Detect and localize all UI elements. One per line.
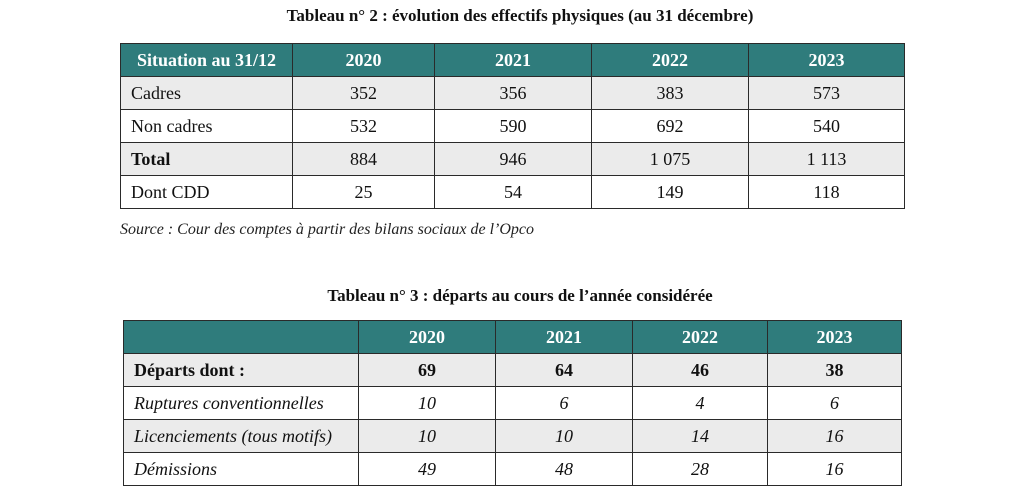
table-cell: 1 113 [749,143,905,176]
table-cell: 884 [293,143,435,176]
row-label-ruptures: Ruptures conventionnelles [124,387,359,420]
table-cell: 25 [293,176,435,209]
table3-header-2023: 2023 [768,321,902,354]
table-cell: 46 [633,354,768,387]
table-row [124,387,902,420]
row-label-licenciements: Licenciements (tous motifs) [124,420,359,453]
table2-header-situation: Situation au 31/12 [121,44,293,77]
table2-header-2022: 2022 [592,44,749,77]
table-cell: 149 [592,176,749,209]
table-cell: 590 [435,110,592,143]
table-cell: 383 [592,77,749,110]
table3-departs [123,320,902,486]
table-row [124,453,902,486]
table-row [121,110,905,143]
row-label-departs-text: Départs dont : [134,360,245,380]
table-cell: 16 [768,420,902,453]
table-cell: 946 [435,143,592,176]
table-row [121,176,905,209]
table-cell: 352 [293,77,435,110]
table-cell: 692 [592,110,749,143]
table3-caption: Tableau n° 3 : départs au cours de l’année considérée [327,286,713,305]
table2-header-row [121,44,905,77]
row-label-cadres: Cadres [121,77,293,110]
table2-caption: Tableau n° 2 : évolution des effectifs physiques (au 31 décembre) [286,6,754,25]
table-cell: 573 [749,77,905,110]
table-cell: 16 [768,453,902,486]
table-cell: 48 [496,453,633,486]
table3-header-row [124,321,902,354]
table-cell: 6 [768,387,902,420]
row-label-departs [124,354,359,387]
table2-source-note: Source : Cour des comptes à partir des bilans sociaux de l’Opco [120,221,535,238]
table3-header-blank [124,321,359,354]
row-label-dont-cdd: Dont CDD [121,176,293,209]
table-cell: 64 [496,354,633,387]
table2-effectifs [120,43,905,209]
table3-header-2022: 2022 [633,321,768,354]
table-cell: 38 [768,354,902,387]
row-label-total: Total [121,143,293,176]
table-cell: 1 075 [592,143,749,176]
row-label-demissions: Démissions [124,453,359,486]
table-cell: 14 [633,420,768,453]
table-cell: 532 [293,110,435,143]
table-cell: 356 [435,77,592,110]
table-row [121,77,905,110]
table2-header-2023: 2023 [749,44,905,77]
table3-header-2021: 2021 [496,321,633,354]
table-cell: 10 [359,420,496,453]
table2-header-2021: 2021 [435,44,592,77]
table-row [124,420,902,453]
table-row [121,143,905,176]
table-cell: 10 [496,420,633,453]
table2-header-2020: 2020 [293,44,435,77]
table-cell: 69 [359,354,496,387]
table-cell: 4 [633,387,768,420]
table-cell: 10 [359,387,496,420]
table-cell: 28 [633,453,768,486]
table-cell: 6 [496,387,633,420]
row-label-non-cadres: Non cadres [121,110,293,143]
table-cell: 540 [749,110,905,143]
table-cell: 54 [435,176,592,209]
table-row [124,354,902,387]
table-cell: 118 [749,176,905,209]
table3-header-2020: 2020 [359,321,496,354]
table-cell: 49 [359,453,496,486]
